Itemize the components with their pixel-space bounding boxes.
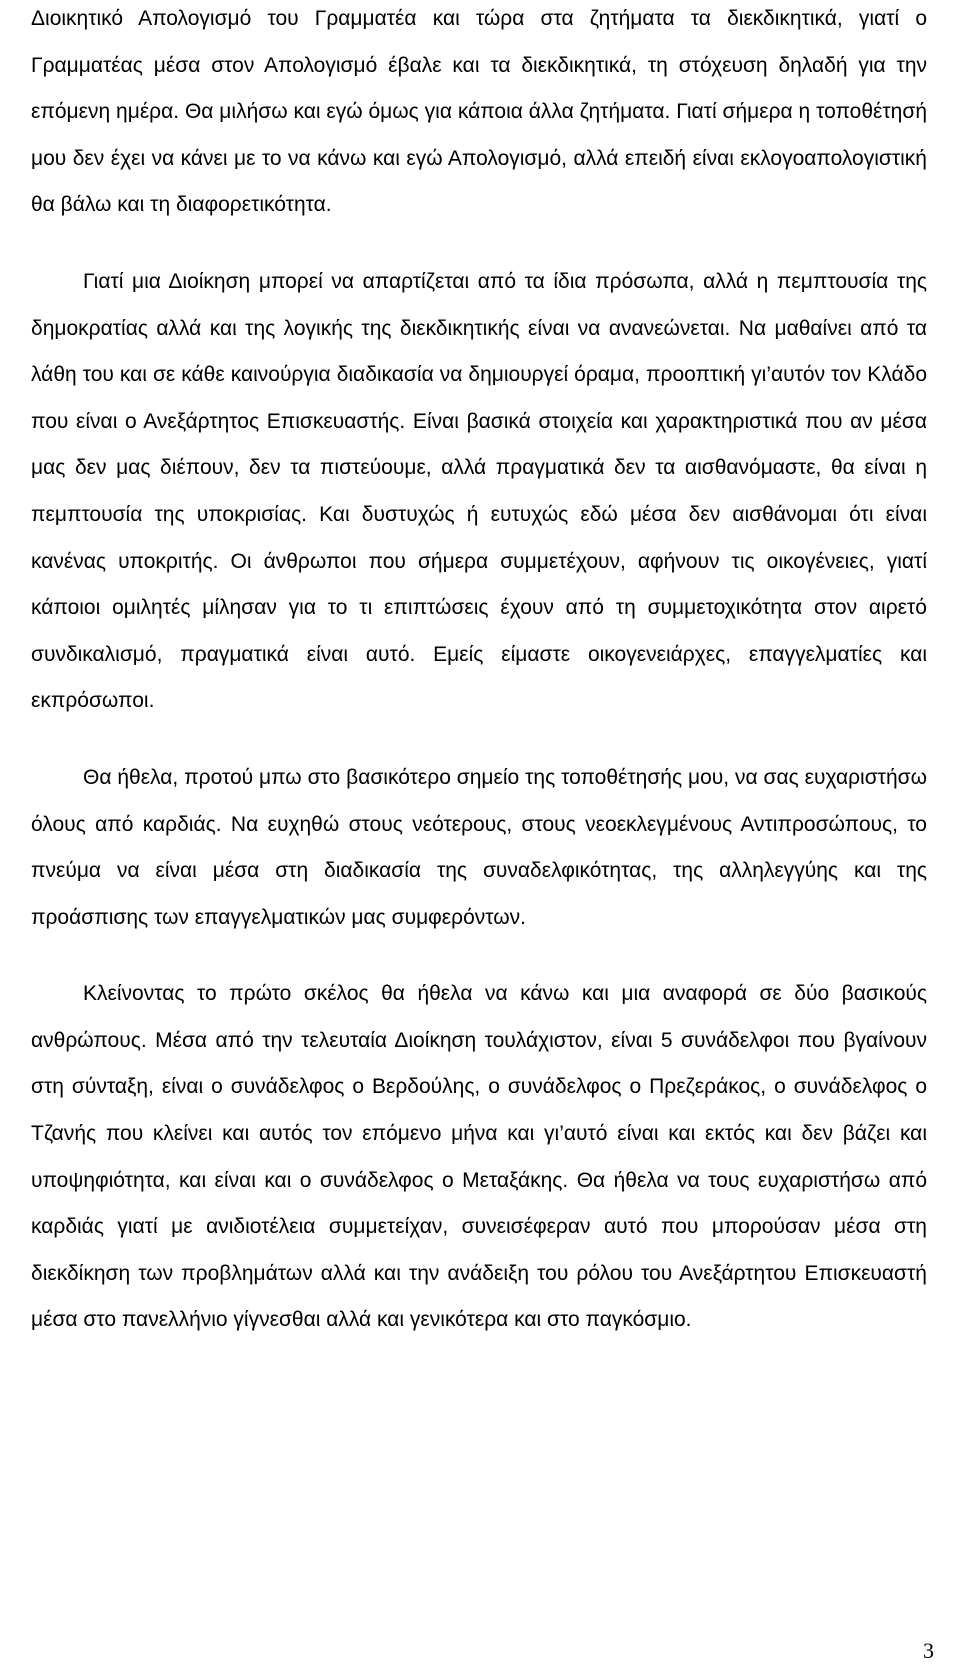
page-number: 3: [923, 1638, 934, 1663]
paragraph-2: Γιατί μια Διοίκηση μπορεί να απαρτίζεται από τα ίδια πρόσωπα, αλλά η πεμπτουσία της δημοκρατίας αλλά και της λογικής της διεκδικητικής είναι να ανανεώνεται. Να μαθαίνει από τα λάθη του και σε κάθε καινούργια διαδικασία να δημιουργεί όραμα, προοπτική γι’αυτόν τον Κλάδο που είναι ο Ανεξάρτητος Επισκευαστής. Είναι βασικά στοιχεία και χαρακτηριστικά που αν μέσα μας δεν μας διέπουν, δεν τα πιστεύουμε, αλλά πραγματικά δεν τα αισθανόμαστε, θα είναι η πεμπτουσία της υποκρισίας. Και δυστυχώς ή ευτυχώς εδώ μέσα δεν αισθάνομαι ότι είναι κανένας υποκριτής. Οι άνθρωποι που σήμερα συμμετέχουν, αφήνουν τις οικογένειες, γιατί κάποιοι ομιλητές μίλησαν για το τι επιπτώσεις έχουν από τη συμμετοχικότητα στον αιρετό συνδικαλισμό, πραγματικά είναι αυτό. Εμείς είμαστε οικογενειάρχες, επαγγελματίες και εκπρόσωποι.: [31, 269, 927, 713]
paragraph-1: Διοικητικό Απολογισμό του Γραμματέα και τώρα στα ζητήματα τα διεκδικητικά, γιατί ο Γραμματέας μέσα στον Απολογισμό έβαλε και τα διεκδικητικά, τη στόχευση δηλαδή για την επόμενη ημέρα. Θα μιλήσω και εγώ όμως για κάποια άλλα ζητήματα. Γιατί σήμερα η τοποθέτησή μου δεν έχει να κάνει με το να κάνω και εγώ Απολογισμό, αλλά επειδή είναι εκλογοαπολογιστική θα βάλω και τη διαφορετικότητα.: [31, 7, 927, 217]
paragraph-3: Θα ήθελα, προτού μπω στο βασικότερο σημείο της τοποθέτησής μου, να σας ευχαριστήσω όλους από καρδιάς. Να ευχηθώ στους νεότερους, στους νεοεκλεγμένους Αντιπροσώπους, το πνεύμα να είναι μέσα στη διαδικασία της συναδελφικότητας, της αλληλεγγύης και της προάσπισης των επαγγελματικών μας συμφερόντων.: [31, 765, 927, 929]
paragraph-4: Κλείνοντας το πρώτο σκέλος θα ήθελα να κάνω και μια αναφορά σε δύο βασικούς ανθρώπους. Μέσα από την τελευταία Διοίκηση τουλάχιστον, είναι 5 συνάδελφοι που βγαίνουν στη σύνταξη, είναι ο συνάδελφος ο Βερδούλης, ο συνάδελφος ο Πρεζεράκος, ο συνάδελφος ο Τζανής που κλείνει και αυτός τον επόμενο μήνα και γι’αυτό είναι και εκτός και δεν βάζει και υποψηφιότητα, και είναι και ο συνάδελφος ο Μεταξάκης. Θα ήθελα να τους ευχαριστήσω από καρδιάς γιατί με ανιδιοτέλεια συμμετείχαν, συνεισέφεραν αυτό που μπορούσαν μέσα στη διεκδίκηση των προβλημάτων αλλά και την ανάδειξη του ρόλου του Ανεξάρτητου Επισκευαστή μέσα στο πανελλήνιο γίγνεσθαι αλλά και γενικότερα και στο παγκόσμιο.: [31, 982, 927, 1332]
body-text: [31, 0, 927, 1344]
